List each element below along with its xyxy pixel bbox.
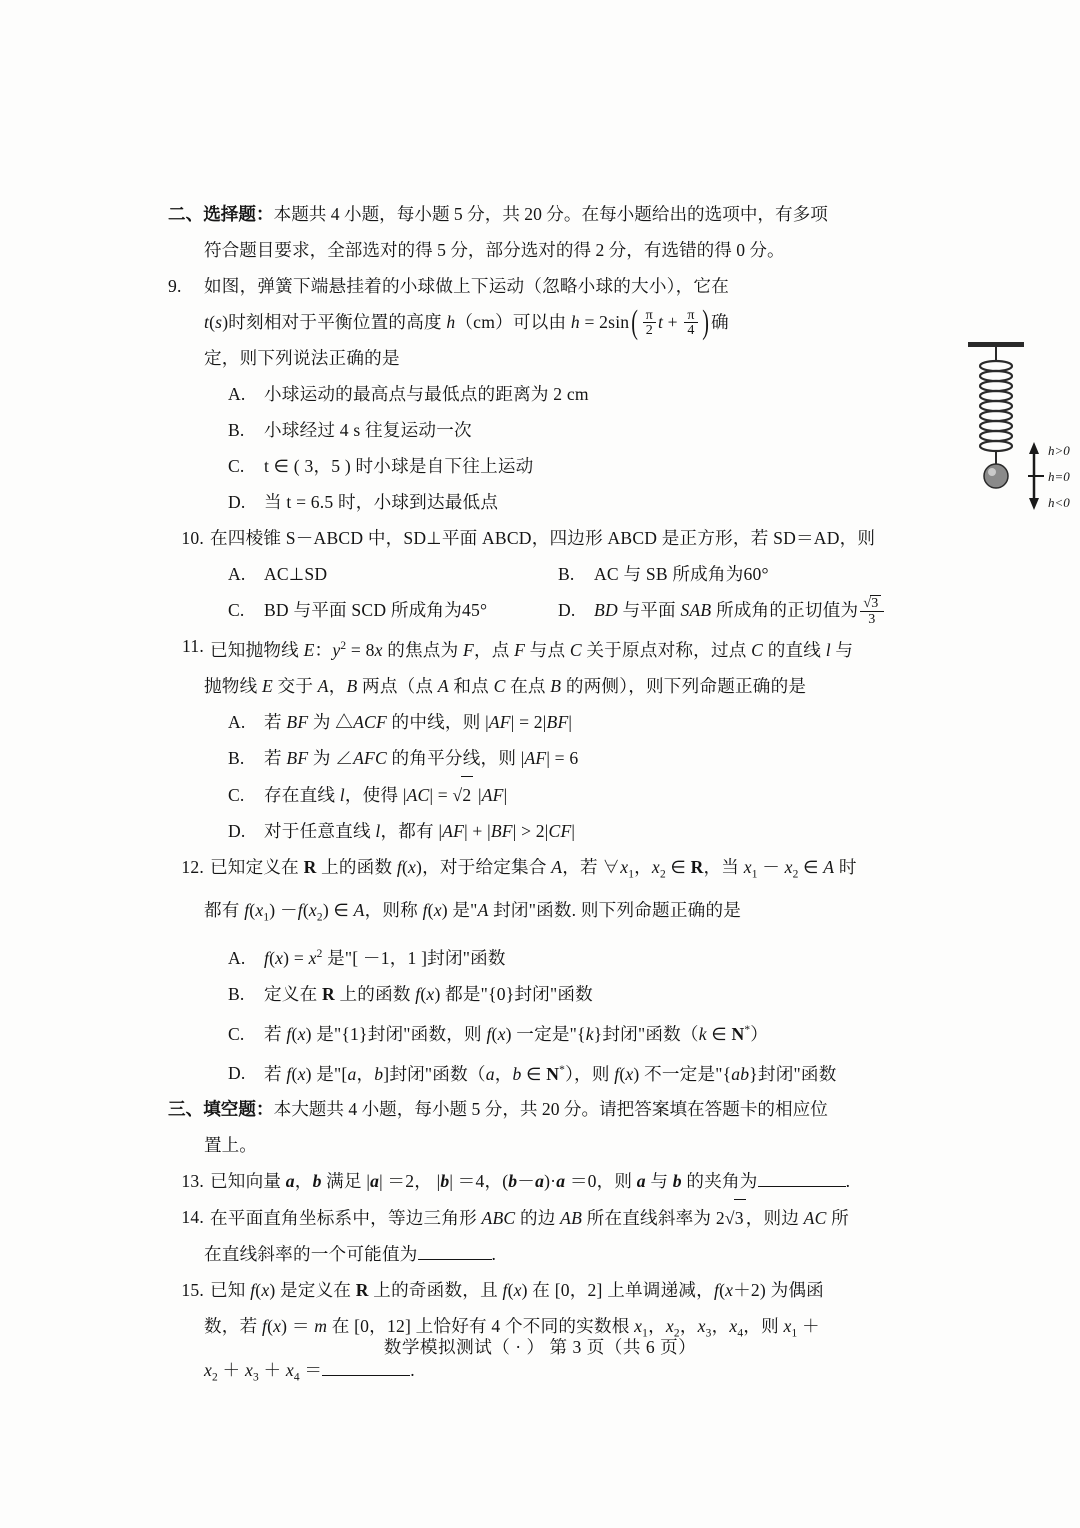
q11-option-b-tag: B.	[228, 747, 245, 768]
section-two-heading	[168, 196, 928, 232]
q9-option-c	[168, 448, 928, 484]
q11-stem-line2: 抛物线 E 交于 A，B 两点（点 A 和点 C 在点 B 的两侧），则下列命题正确的是	[204, 675, 807, 696]
q10-option-d: D. BD 与平面 SAB 所成角的正切值为 $\frac{√3}{3}$	[558, 592, 928, 628]
q14-number: 14.	[181, 1207, 204, 1228]
q13-answer-blank[interactable]	[758, 1170, 846, 1188]
q10-stem-line1	[168, 520, 928, 556]
q12-option-a-tag: A.	[228, 947, 246, 968]
section-two-line2-wrap	[168, 232, 928, 268]
q9-option-c-text: t ∈ ( 3，5 ) 时小球是自下往上运动	[264, 456, 534, 476]
q10-option-b-tag: B.	[558, 564, 575, 584]
q10-option-b-text: AC 与 SB 所成角为60°	[594, 564, 769, 584]
spring-ball-diagram	[958, 338, 1080, 538]
q9-option-c-tag: C.	[228, 456, 245, 476]
q11-option-c: C. 存在直线 l，使得 |AC| = √2 |AF|	[168, 776, 928, 813]
q11-option-c-tag: C.	[228, 784, 245, 805]
q10-options-row1	[168, 556, 928, 592]
q9-stem-text3: 定，则下列说法正确的是	[204, 348, 400, 368]
q12-option-b-tag: B.	[228, 983, 245, 1004]
q15-number: 15.	[181, 1280, 204, 1301]
q10-option-a-tag: A.	[228, 564, 246, 584]
question-9	[168, 268, 1070, 520]
q10-option-c-text: BD 与平面 SCD 所成角为45°	[264, 600, 488, 620]
q10-option-d-tag: D.	[558, 600, 576, 620]
q12-number: 12.	[181, 856, 204, 877]
fig-label-h-zero: h=0	[1048, 469, 1070, 484]
q14-stem-line2: 在直线斜率的一个可能值为 .	[204, 1244, 497, 1265]
q12-option-b: B. 定义在 R 上的函数 f(x) 都是"{0}封闭"函数	[168, 976, 928, 1012]
q14-stem-line1: 14. 在平面直角坐标系中，等边三角形 ABC 的边 AB 所在直线斜率为 2√3 ，则边 AC 所	[168, 1199, 928, 1236]
q10-stem-text1: 在四棱锥 S－ABCD 中，SD⊥平面 ABCD，四边形 ABCD 是正方形，若 SD＝AD，则	[210, 528, 876, 548]
q12-stem-line1: 12. 已知定义在 R 上的函数 f(x)，对于给定集合 A，若 $\forall x_1$，$x_2$ ∈ R，当 $x_1 - x_2$ ∈ A 时	[168, 849, 928, 893]
question-11	[168, 628, 928, 849]
section-three-label: 三、	[168, 1099, 204, 1120]
q9-option-d	[168, 484, 928, 520]
q10-option-c	[228, 592, 558, 628]
q12-option-a: A. $f(x) = x^2$ 是"[ －1，1 ]封闭"函数	[168, 936, 928, 976]
q12-option-c: C. 若 f(x) 是"{1}封闭"函数，则 f(x) 一定是"{k}封闭"函数（k ∈ N*）	[168, 1012, 928, 1052]
question-12	[168, 849, 928, 1092]
q11-option-d-tag: D.	[228, 820, 246, 841]
section-two-line1: 本题共 4 小题，每小题 5 分，共 20 分。在每小题给出的选项中，有多项	[273, 204, 828, 224]
q15-answer-blank[interactable]	[322, 1358, 410, 1376]
section-two-title: 选择题：	[203, 204, 274, 224]
question-13	[168, 1163, 928, 1199]
fig-label-h-neg: h<0	[1048, 495, 1070, 510]
q9-option-d-text: 当 t = 6.5 时，小球到达最低点	[264, 492, 499, 512]
q12-option-d-tag: D.	[228, 1063, 246, 1084]
q9-option-a-text: 小球运动的最高点与最低点的距离为 2 cm	[264, 384, 589, 404]
q13-stem-line1: 13. 已知向量 a，b 满足 |a| ＝2， |b| ＝4，(b－a)·a ＝0，则 a 与 b 的夹角为 .	[168, 1163, 928, 1199]
q9-option-d-tag: D.	[228, 492, 246, 512]
q11-stem-line1: 11. 已知抛物线 E：$y^2 = 8x$ 的焦点为 F，点 F 与点 C 关于原点对称，过点 C 的直线 l 与	[168, 628, 928, 668]
question-10	[168, 520, 928, 628]
q10-number: 10.	[181, 528, 204, 548]
question-14	[168, 1199, 928, 1272]
q9-option-b-text: 小球经过 4 s 往复运动一次	[264, 420, 472, 440]
page-content	[168, 196, 1070, 1396]
section-three-line2: 置上。	[204, 1135, 257, 1156]
q9-option-b-tag: B.	[228, 420, 245, 440]
q11-option-a-tag: A.	[228, 711, 246, 732]
q9-stem-text1: 如图，弹簧下端悬挂着的小球做上下运动（忽略小球的大小），它在	[204, 276, 730, 296]
q12-option-c-tag: C.	[228, 1023, 245, 1044]
q10-option-a-text: AC⊥SD	[264, 564, 328, 584]
q12-option-d: D. 若 f(x) 是"[a，b]封闭"函数（a，b ∈ N*），则 f(x) 不一定是"{ab}封闭"函数	[168, 1052, 928, 1092]
q10-options-row2	[168, 592, 928, 628]
q15-stem-line3: $x_2 + x_3 + x_4$ ＝ .	[204, 1359, 415, 1384]
q10-option-a	[228, 556, 558, 592]
q9-number: 9.	[168, 276, 182, 296]
q10-option-b	[558, 556, 928, 592]
section-two-label: 二、	[168, 204, 204, 224]
fig-label-h-pos: h>0	[1048, 443, 1070, 458]
q10-option-c-tag: C.	[228, 600, 245, 620]
section-three-line2-wrap	[168, 1127, 928, 1163]
q13-number: 13.	[181, 1171, 204, 1192]
page-footer: 数学模拟测试（ · ） 第 3 页（共 6 页）	[383, 1337, 697, 1357]
q9-stem-line3	[168, 340, 928, 376]
q9-option-a-tag: A.	[228, 384, 246, 404]
q14-answer-blank[interactable]	[418, 1243, 492, 1261]
section-three-line1: 本大题共 4 小题，每小题 5 分，共 20 分。请把答案填在答题卡的相应位	[273, 1099, 828, 1120]
q12-stem-line2: 都有 $f(x_1) -f(x_2)$ ∈ A，则称 f(x) 是"A 封闭"函数. 则下列命题正确的是	[204, 900, 742, 924]
q11-option-b: B. 若 BF 为 ∠AFC 的角平分线，则 |AF| = 6	[168, 740, 928, 776]
q11-option-d: D. 对于任意直线 l，都有 |AF| + |BF| > 2|CF|	[168, 813, 928, 849]
q9-stem-line2: t(s)时刻相对于平衡位置的高度 h（cm）可以由 h = 2sin( $\frac{\pi}{2}$ t + $\frac{\pi}{4}$ ) 确	[204, 303, 729, 341]
section-two-line2: 符合题目要求，全部选对的得 5 分，部分选对的得 2 分，有选错的得 0 分。	[204, 240, 785, 260]
q11-number: 11.	[182, 636, 204, 656]
q15-stem-line1: 15. 已知 f(x) 是定义在 R 上的奇函数，且 f(x) 在 [0，2] 上单调递减，f(x＋2) 为偶函	[168, 1272, 928, 1308]
q9-option-a	[168, 376, 928, 412]
q11-option-a: A. 若 BF 为 △ACF 的中线，则 |AF| = 2|BF|	[168, 704, 928, 740]
section-three-heading	[168, 1091, 928, 1127]
q9-stem-line1	[168, 268, 928, 304]
q15-stem-line2: 数，若 f(x) ＝ m 在 [0，12] 上恰好有 4 个不同的实数根 $x_1$，$x_2$，$x_3$，$x_4$，则 $x_1$ ＋	[204, 1316, 820, 1340]
q9-option-b	[168, 412, 928, 448]
section-three-title: 填空题：	[203, 1099, 274, 1120]
